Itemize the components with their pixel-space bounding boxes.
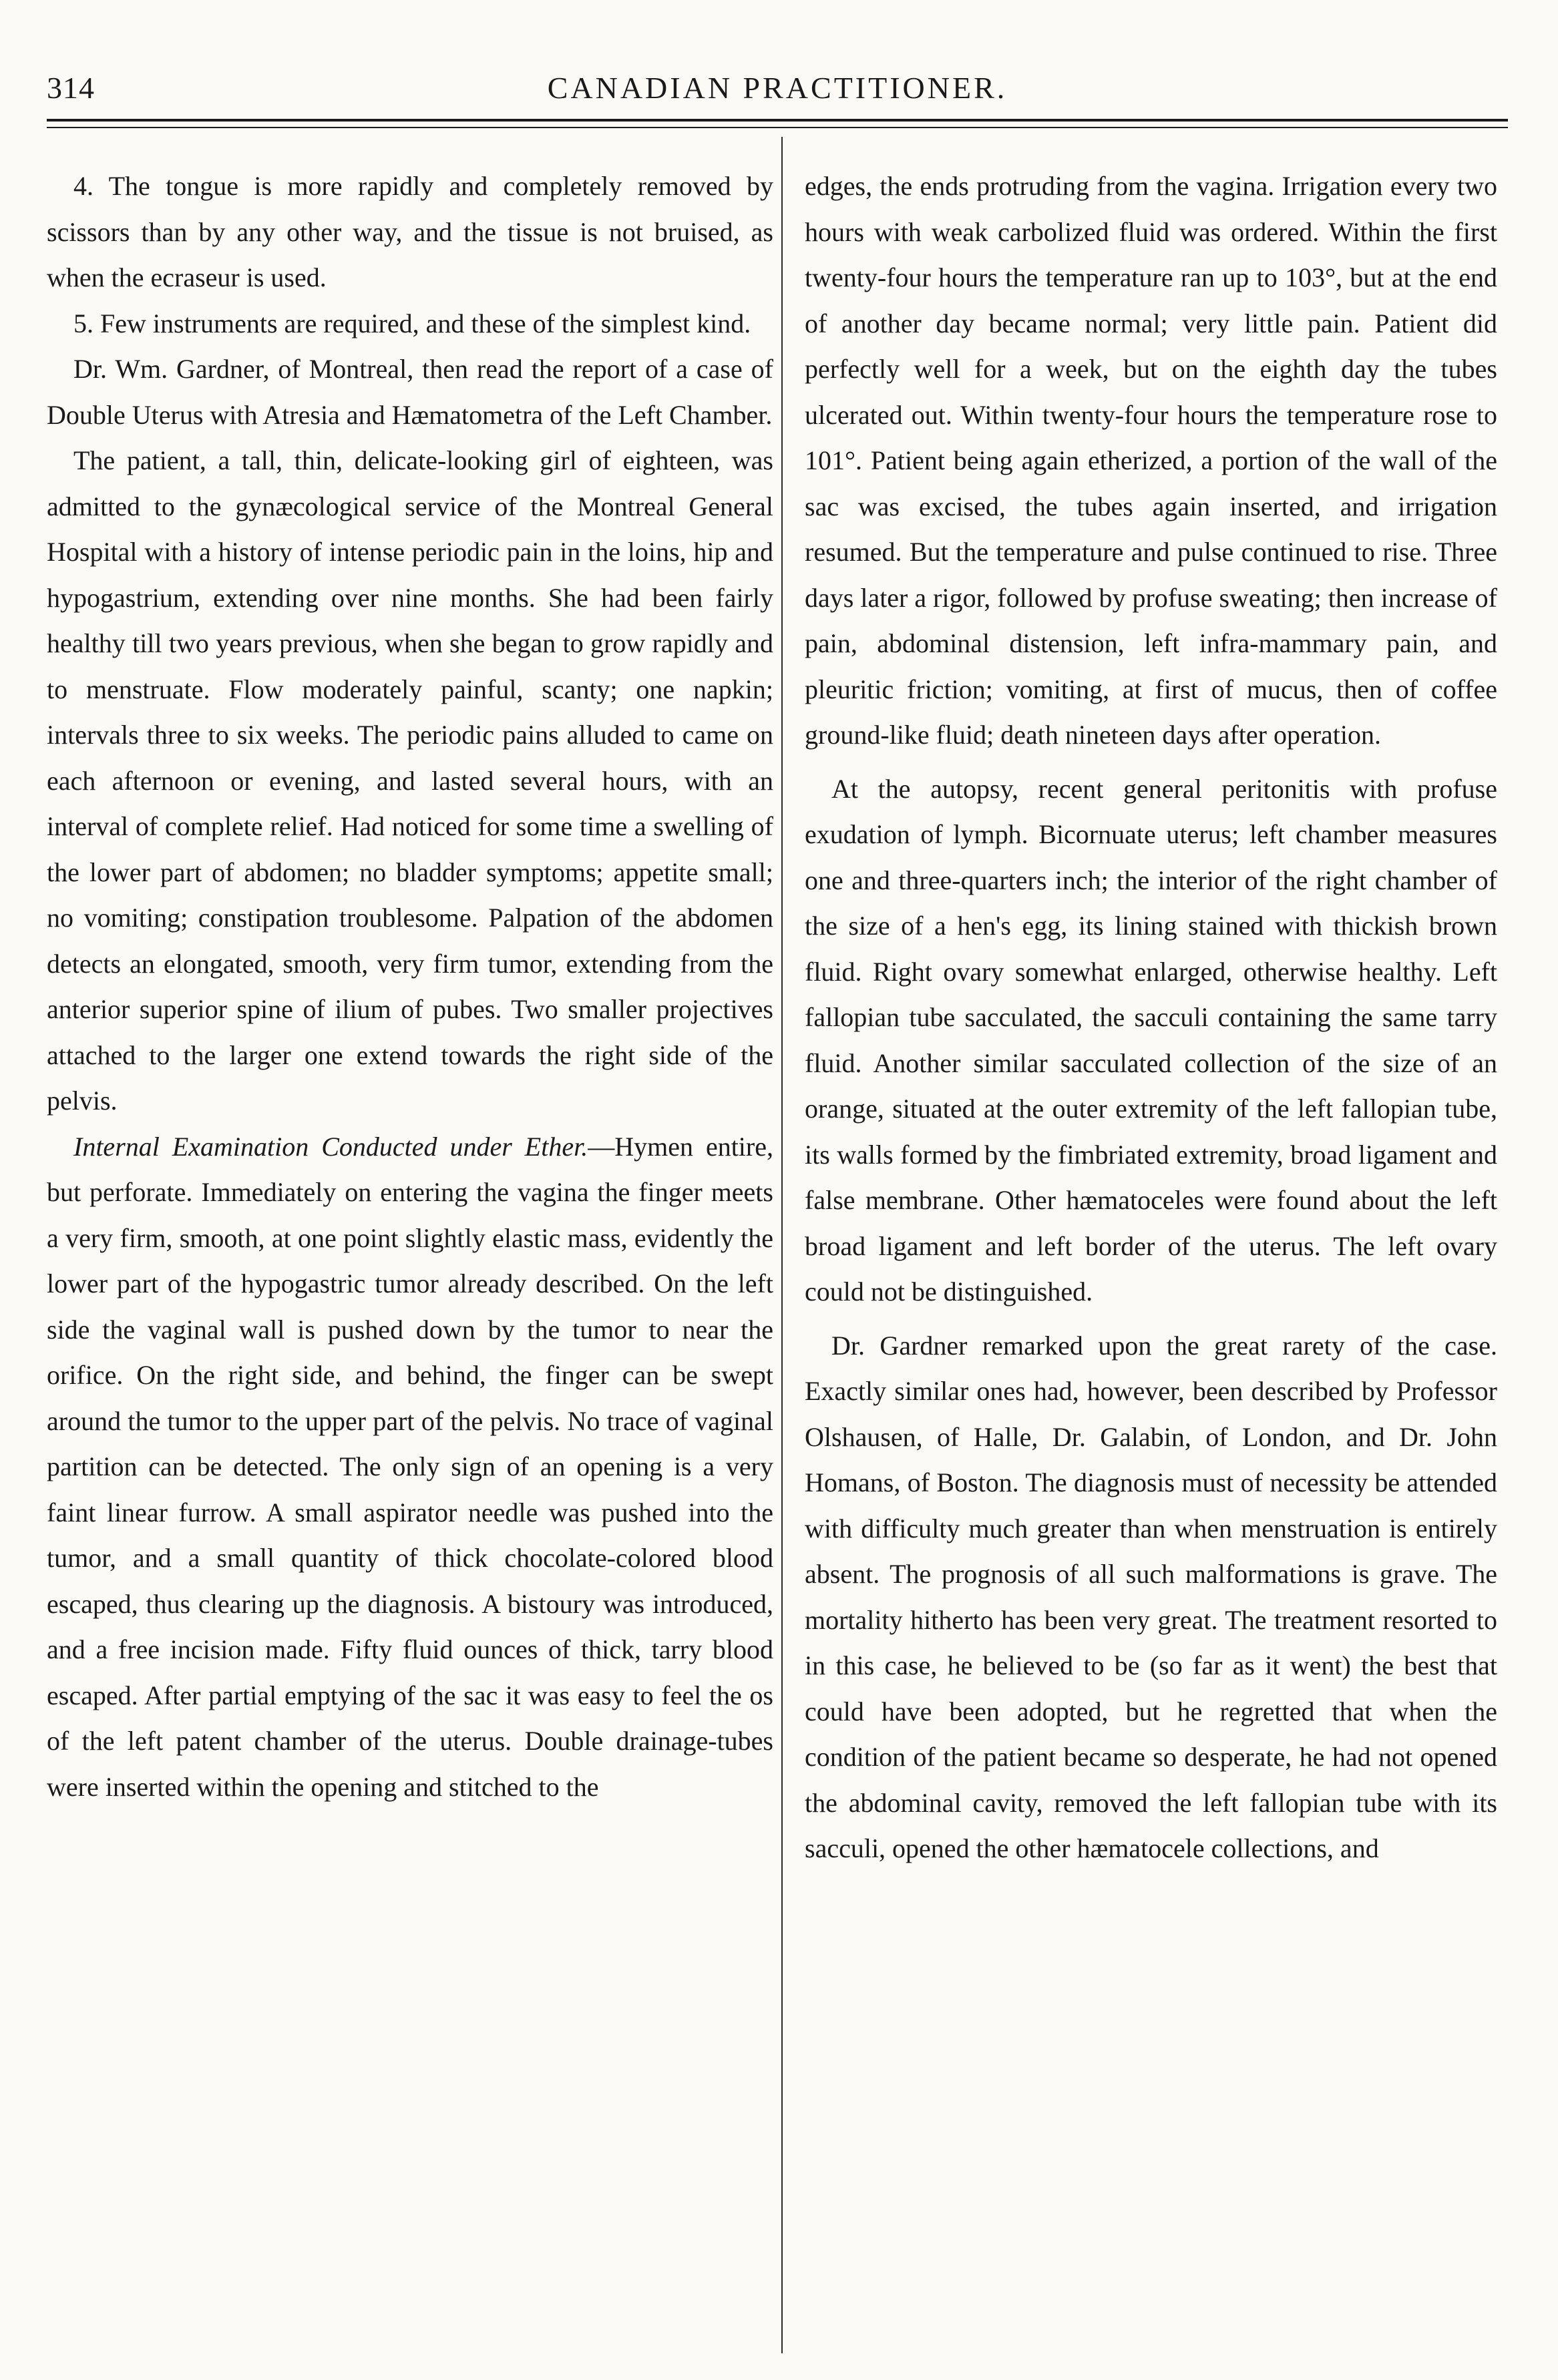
right-column — [805, 164, 1497, 1872]
header-rule-thick — [47, 119, 1508, 122]
paragraph-gardner-remarks: Dr. Gardner remarked upon the great rarety of the case. Exactly similar ones had, however, been described by Professor Olshausen, of Halle, Dr. Galabin, of London, and Dr. John Homans, of Boston. The diagnosis must of necessity be attended with difficulty much greater than when menstruation is entirely absent. The prognosis of all such malformations is grave. The mortality hitherto has been very great. The treatment resorted to in this case, he believed to be (so far as it went) the best that could have been adopted, but he regretted that when the condition of the patient became so desperate, he had not opened the abdominal cavity, removed the left fallopian tube with its sacculi, opened the other hæmatocele collections, and — [805, 1330, 1497, 1863]
paragraph-patient-history: The patient, a tall, thin, delicate-looking girl of eighteen, was admitted to the gynæcological service of the Montreal General Hospital with a history of intense periodic pain in the loins, hip and hypogastrium, extending over nine months. She had been fairly healthy till two years previous, when she began to grow rapidly and to menstruate. Flow moderately painful, scanty; one napkin; intervals three to six weeks. The periodic pains alluded to came on each afternoon or evening, and lasted several hours, with an interval of complete relief. Had noticed for some time a swelling of the lower part of abdomen; no bladder symptoms; appetite small; no vomiting; constipation troublesome. Palpation of the abdomen detects an elongated, smooth, very firm tumor, extending from the anterior superior spine of ilium of pubes. Two smaller projectives attached to the larger one extend towards the right side of the pelvis. — [47, 445, 773, 1116]
section-heading-internal-examination: Internal Examination Conducted under Ether. — [73, 1131, 588, 1162]
header-rule-thin — [47, 127, 1508, 128]
page-number: 314 — [47, 71, 95, 105]
running-title: CANADIAN PRACTITIONER. — [547, 71, 1008, 105]
page-header — [47, 70, 1508, 117]
paragraph-internal-examination — [47, 1124, 773, 1811]
paragraph-post-operative-course: edges, the ends protruding from the vagina. Irrigation every two hours with weak carbolized fluid was ordered. Within the first twenty-four hours the temperature ran up to 103°, but at the end of another day became normal; very little pain. Patient did perfectly well for a week, but on the eighth day the tubes ulcerated out. Within twenty-four hours the temperature rose to 101°. Patient being again etherized, a portion of the wall of the sac was excised, the tubes again inserted, and irrigation resumed. But the temperature and pulse continued to rise. Three days later a rigor, followed by profuse sweating; then increase of pain, abdominal distension, left infra-mammary pain, and pleuritic friction; vomiting, at first of mucus, then of coffee ground-like fluid; death nineteen days after operation. — [805, 171, 1497, 750]
paragraph-point-4: 4. The tongue is more rapidly and completely removed by scissors than by any other way, and the tissue is not bruised, as when the ecraseur is used. — [47, 171, 773, 292]
column-divider — [781, 137, 783, 2353]
left-column — [47, 164, 773, 1810]
paragraph-point-5: 5. Few instruments are required, and these of the simplest kind. — [73, 308, 751, 338]
paragraph-autopsy: At the autopsy, recent general peritonitis with profuse exudation of lymph. Bicornuate uterus; left chamber measures one and three-quarters inch; the interior of the right chamber of the size of a hen's egg, its lining stained with thickish brown fluid. Right ovary somewhat enlarged, otherwise healthy. Left fallopian tube sacculated, the sacculi containing the same tarry fluid. Another similar sacculated collection of the size of an orange, situated at the outer extremity of the left fallopian tube, its walls formed by the fimbriated extremity, broad ligament and false membrane. Other hæmatoceles were found about the left broad ligament and left border of the uterus. The left ovary could not be distinguished. — [805, 773, 1497, 1306]
internal-examination-body: —Hymen entire, but perforate. Immediately on entering the vagina the finger meets a very firm, smooth, at one point slightly elastic mass, evidently the lower part of the hypogastric tumor already described. On the left side the vaginal wall is pushed down by the tumor to near the orifice. On the right side, and behind, the finger can be swept around the tumor to the upper part of the pelvis. No trace of vaginal partition can be detected. The only sign of an opening is a very faint linear furrow. A small aspirator needle was pushed into the tumor, and a small quantity of thick chocolate-colored blood escaped, thus clearing up the diagnosis. A bistoury was introduced, and a free incision made. Fifty fluid ounces of thick, tarry blood escaped. After partial emptying of the sac it was easy to feel the os of the left patent chamber of the uterus. Double drainage-tubes were inserted within the opening and stitched to the — [47, 1131, 773, 1802]
paragraph-gardner-intro: Dr. Wm. Gardner, of Montreal, then read the report of a case of Double Uterus with Atresia and Hæmatometra of the Left Chamber. — [47, 354, 773, 430]
